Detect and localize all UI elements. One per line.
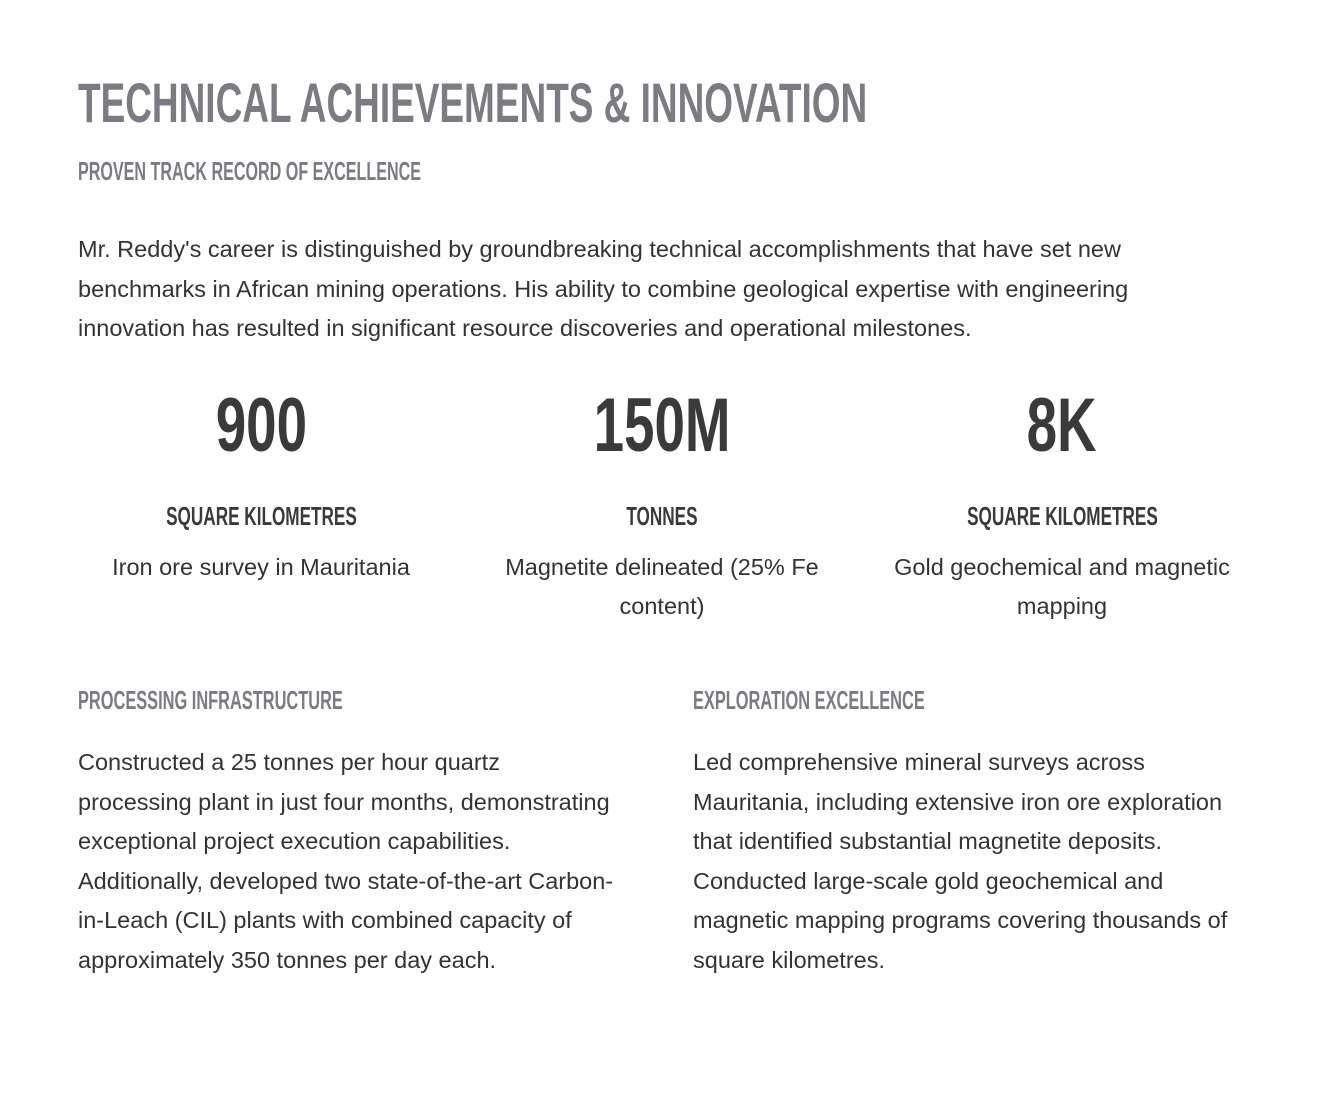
stat-unit: SQUARE KILOMETRES xyxy=(165,501,357,531)
stat-card-gold-mapping xyxy=(877,378,1247,626)
stat-card-magnetite xyxy=(477,378,847,626)
page-title: TECHNICAL ACHIEVEMENTS & INNOVATION xyxy=(78,71,868,134)
intro-paragraph: Mr. Reddy's career is distinguished by groundbreaking technical accomplishments that have set new benchmarks in African mining operations. His ability to combine geological expertise with engineering innovation has resulted in significant resource discoveries and operational milestones. xyxy=(78,236,1129,341)
stat-description: Iron ore survey in Mauritania xyxy=(112,554,410,580)
stat-description: Magnetite delineated (25% Fe content) xyxy=(505,554,819,619)
stat-value: 8K xyxy=(1027,382,1097,468)
stat-card-iron-survey xyxy=(76,378,446,587)
section-heading: EXPLORATION EXCELLENCE xyxy=(693,685,925,715)
section-heading: PROCESSING INFRASTRUCTURE xyxy=(78,685,343,715)
section-processing-infrastructure xyxy=(78,683,618,980)
stat-value: 900 xyxy=(215,382,307,468)
stat-unit: SQUARE KILOMETRES xyxy=(966,501,1158,531)
page-subtitle: PROVEN TRACK RECORD OF EXCELLENCE xyxy=(78,156,422,186)
section-text: Constructed a 25 tonnes per hour quartz processing plant in just four months, demonstrating exceptional project execution capabilities. Additionally, developed two state-of-the-art Carbon-in-Leach (CIL) plants with combined capacity of approximately 350 tonnes per day each. xyxy=(78,749,614,973)
stat-description: Gold geochemical and magnetic mapping xyxy=(894,554,1230,619)
section-exploration-excellence xyxy=(693,683,1253,980)
stat-unit: TONNES xyxy=(626,501,698,531)
section-text: Led comprehensive mineral surveys across Mauritania, including extensive iron ore exploration that identified substantial magnetite deposits. Conducted large-scale gold geochemical and magnetic mapping programs covering thousands of square kilometres. xyxy=(693,749,1228,973)
stat-value: 150M xyxy=(593,382,731,468)
stats-row xyxy=(76,378,1248,638)
